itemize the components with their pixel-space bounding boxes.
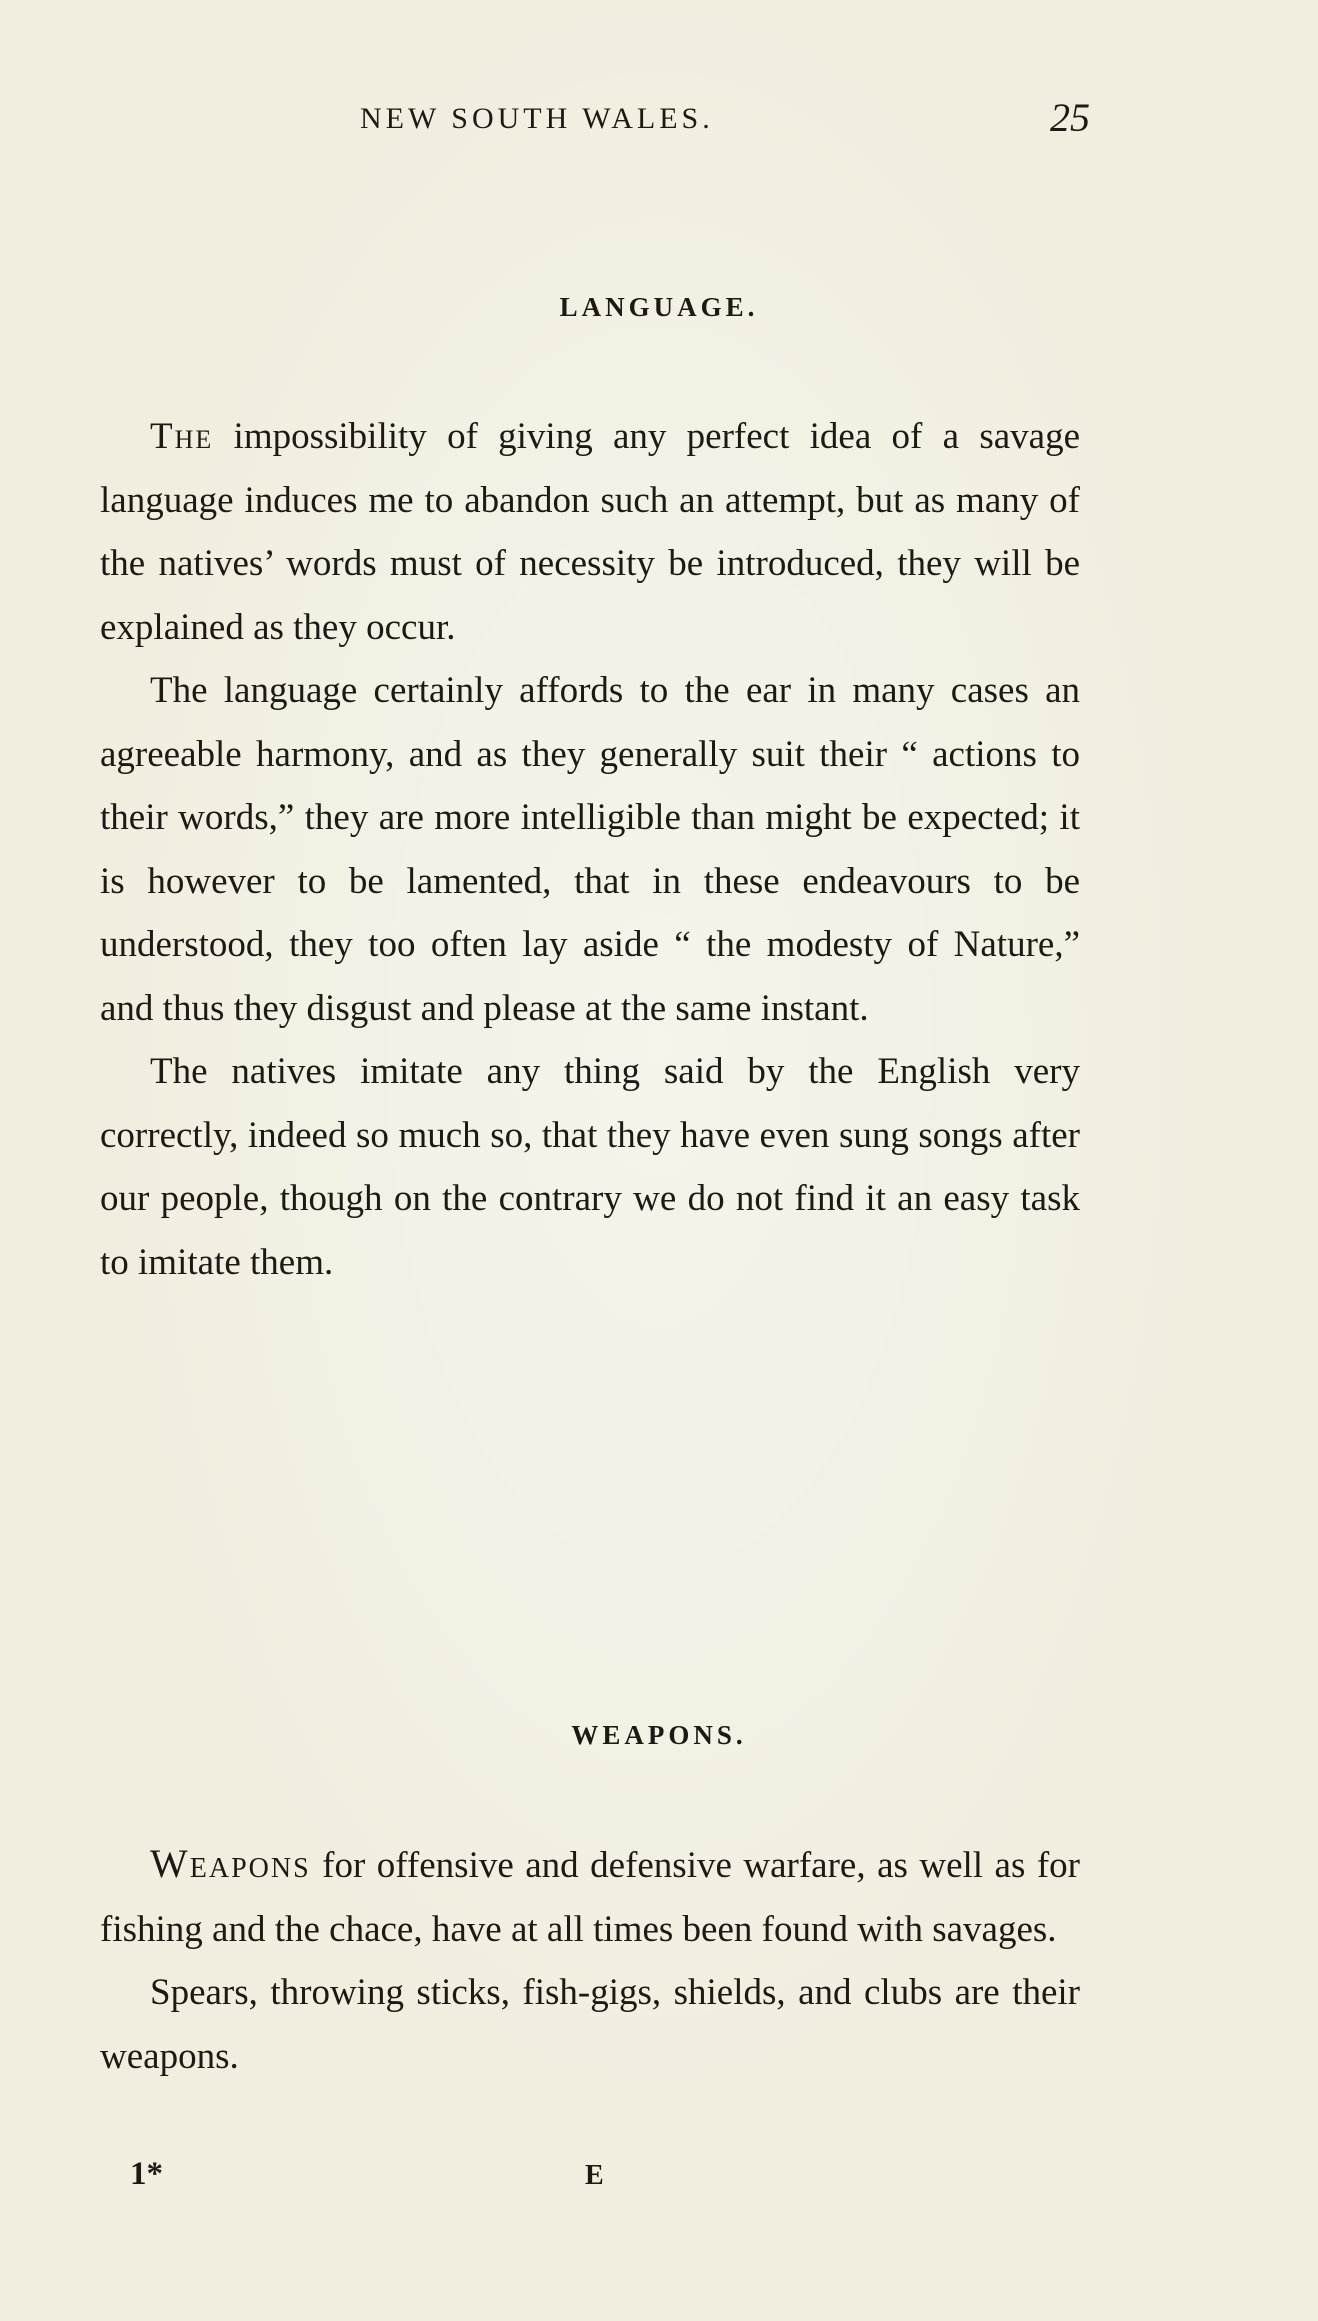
section-heading-language: LANGUAGE. — [559, 292, 759, 322]
paragraph-text: The natives imitate any thing said by the English very correctly, indeed so much so, that they have even sung songs after our people, though on the contrary we do not find it an easy task to imitate them. — [100, 1051, 1080, 1283]
language-section-body — [100, 405, 1080, 1294]
paragraph — [100, 1961, 1080, 2088]
page-footer — [130, 2156, 630, 2196]
section-heading-weapons: WEAPONS. — [571, 1720, 747, 1750]
signature-mark: 1* — [130, 2156, 163, 2192]
page-header — [360, 95, 1090, 152]
paragraph-text: Spears, throwing sticks, fish-gigs, shields, and clubs are their weapons. — [100, 1972, 1080, 2077]
paragraph — [100, 1832, 1080, 1961]
paragraph — [100, 1040, 1080, 1294]
weapons-section-body — [100, 1832, 1080, 2088]
page-number: 25 — [1050, 95, 1090, 140]
paragraph-lead: The — [150, 416, 214, 457]
paragraph — [100, 405, 1080, 659]
gathering-letter: E — [585, 2160, 604, 2191]
paragraph — [100, 659, 1080, 1040]
paragraph-text: The language certainly affords to the ear in many cases an agreeable harmony, and as they generally suit their “ actions to their words,” they are more intelligible than might be expected; it is however to be lamented, that in these endeavours to be understood, they too often lay aside “ the modesty of Nature,” and thus they disgust and please at the same instant. — [100, 670, 1080, 1029]
paragraph-text: for offensive and defensive warfare, as well as for fishing and the chace, have at all times been found with savages. — [100, 1845, 1080, 1950]
paragraph-text: impossibility of giving any perfect idea of a savage language induces me to abandon such an attempt, but as many of the natives’ words must of necessity be introduced, they will be explained as they occur. — [100, 416, 1080, 648]
running-head: NEW SOUTH WALES. — [360, 102, 714, 135]
paragraph-lead: Weapons — [150, 1841, 311, 1886]
